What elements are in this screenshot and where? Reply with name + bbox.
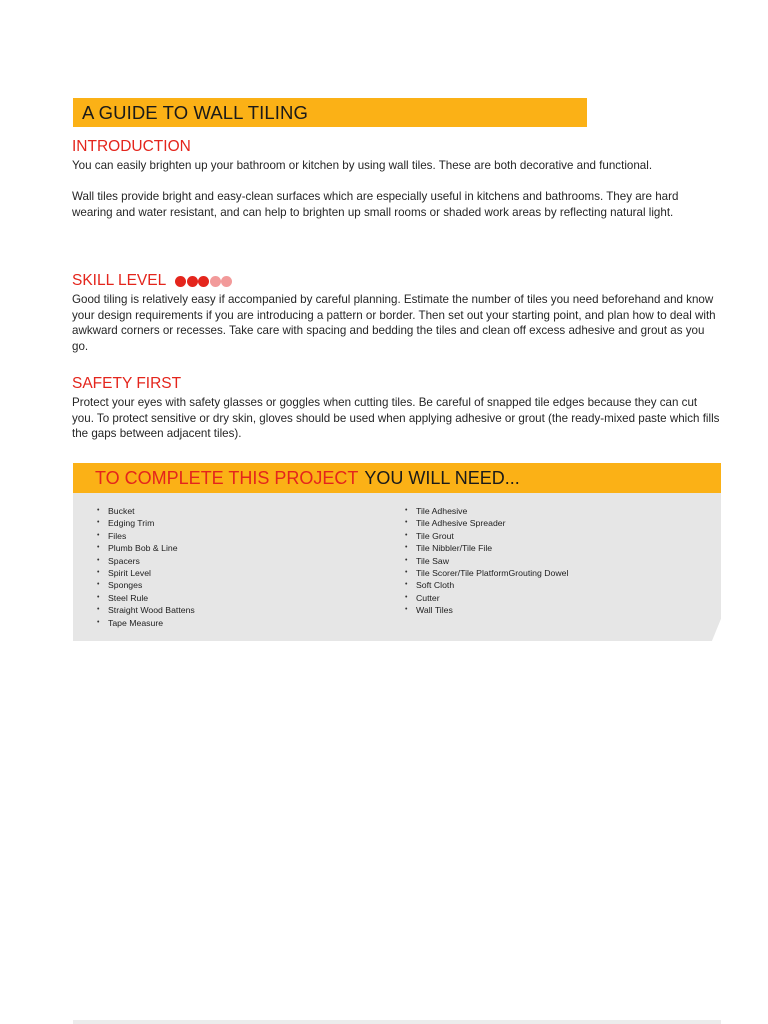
tools-list-left xyxy=(97,505,195,629)
safety-paragraph: Protect your eyes with safety glasses or goggles when cutting tiles. Be careful of snapped tile edges because they can cut you. To protect sensitive or dry skin, gloves should be used when applying adhesive or grout (the ready-mixed paste which fills the gaps between adjacent tiles). xyxy=(72,396,720,441)
project-needs-banner xyxy=(73,463,721,493)
tool-list-item: • Straight Wood Battens xyxy=(97,604,195,616)
tool-list-item: • Cutter xyxy=(405,592,568,604)
tools-list-right xyxy=(405,505,568,617)
skill-dot-empty xyxy=(210,276,221,287)
tool-list-item: • Tile Adhesive Spreader xyxy=(405,517,568,529)
tool-list-item: • Tile Adhesive xyxy=(405,505,568,517)
tool-list-item: • Steel Rule xyxy=(97,592,195,604)
tool-list-item: • Tile Saw xyxy=(405,555,568,567)
introduction-paragraph-2: Wall tiles provide bright and easy-clean surfaces which are especially useful in kitchens and bathrooms. They are hard wearing and water resistant, and can help to brighten up small rooms or shaded work areas by reflecting natural light. xyxy=(72,190,679,219)
tool-list-item: • Sponges xyxy=(97,579,195,591)
tool-list-item: • Soft Cloth xyxy=(405,579,568,591)
introduction-paragraph-1: You can easily brighten up your bathroom or kitchen by using wall tiles. These are both decorative and functional. xyxy=(72,159,653,172)
safety-section xyxy=(72,375,722,442)
safety-heading: SAFETY FIRST xyxy=(72,375,182,392)
tool-list-item: • Files xyxy=(97,530,195,542)
skill-dot-empty xyxy=(221,276,232,287)
skill-level-heading-row xyxy=(72,272,722,290)
skill-level-paragraph: Good tiling is relatively easy if accompanied by careful planning. Estimate the number of tiles you need beforehand and know your design requirements if you are introducing a pattern or border. Then set out your starting point, and plan how to deal with awkward corners or recesses. Take care with spacing and bedding the tiles and clean off excess adhesive and grout as you go. xyxy=(72,293,716,353)
tool-list-item: • Tile Scorer/Tile PlatformGrouting Dowel xyxy=(405,567,568,579)
tool-list-item: • Edging Trim xyxy=(97,517,195,529)
skill-level-heading: SKILL LEVEL xyxy=(72,272,167,289)
introduction-section xyxy=(72,138,722,220)
tool-list-item: • Spirit Level xyxy=(97,567,195,579)
tool-list-item: • Tape Measure xyxy=(97,617,195,629)
project-needs-heading-dark: YOU WILL NEED... xyxy=(364,467,520,488)
skill-dot-filled xyxy=(175,276,186,287)
footer-divider xyxy=(73,1020,721,1024)
tool-list-item: • Wall Tiles xyxy=(405,604,568,616)
skill-dot-filled xyxy=(187,276,198,287)
tool-list-item: • Spacers xyxy=(97,555,195,567)
tool-list-item: • Tile Grout xyxy=(405,530,568,542)
skill-level-rating xyxy=(175,276,233,287)
title-banner xyxy=(73,98,587,127)
tool-list-item: • Bucket xyxy=(97,505,195,517)
skill-dot-filled xyxy=(198,276,209,287)
skill-level-section xyxy=(72,272,722,354)
project-needs-heading-red: TO COMPLETE THIS PROJECT xyxy=(95,467,359,488)
tool-list-item: • Tile Nibbler/Tile File xyxy=(405,542,568,554)
tool-list-item: • Plumb Bob & Line xyxy=(97,542,195,554)
page-title: A GUIDE TO WALL TILING xyxy=(82,101,308,123)
introduction-heading: INTRODUCTION xyxy=(72,138,191,155)
